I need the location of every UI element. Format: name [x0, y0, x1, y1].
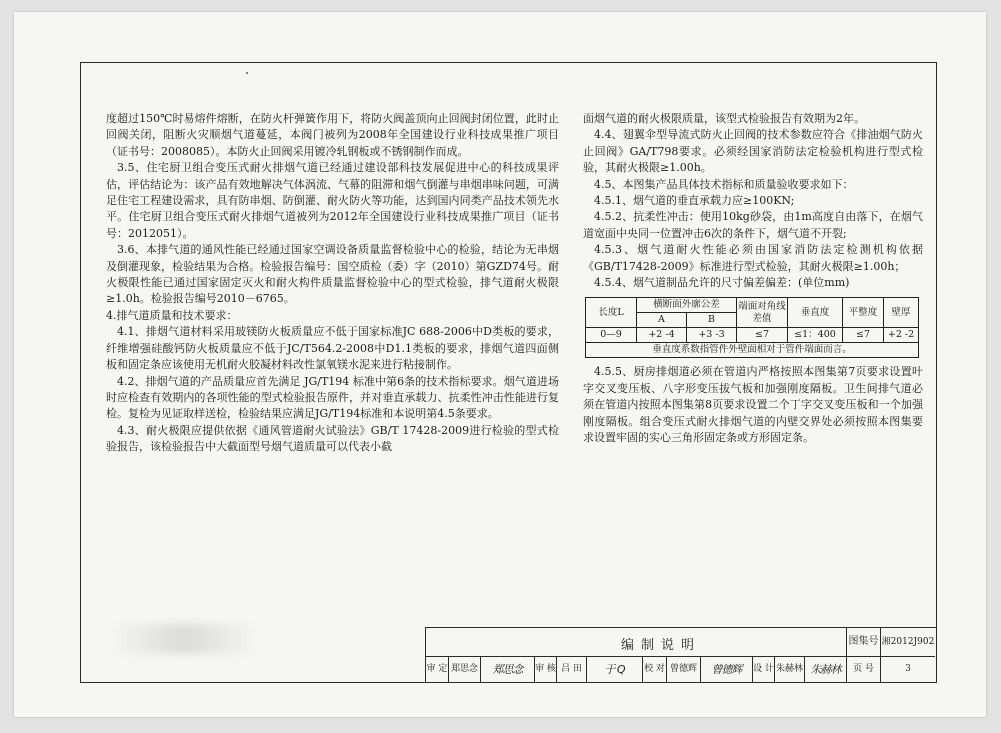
atlas-no-label: 图集号 — [846, 628, 880, 656]
right-text-column — [583, 111, 923, 447]
paragraph: 度超过150℃时易熔件熔断，在防火杆弹簧作用下，将防火阀盖顶向止回阀封闭位置，此时止回阀关闭，阻断火灾顺烟气道蔓延，本阀门被列为2008年全国建设行业科技成果推广项目（证书号：2008085）。本防火止回阀采用镀冷轧钢板或不锈钢制作而成。 — [106, 112, 559, 158]
tolerance-table — [585, 297, 919, 358]
paragraph: 4.5.4、烟气道制品允许的尺寸偏差偏差：(单位mm) — [594, 276, 850, 290]
paragraph: 3.6、本排气道的通风性能已经通过国家空调设备质量监督检验中心的检验，结论为无串烟及倒灌现象，检验结果为合格。检验报告编号：国空质检（委）字（2010）第GZD74号。耐火极限性能已通过国家固定灭火和耐火构件质量监督检验中心的型式检验，排气道耐火极限≥1.0h。检验报告编号2010－6765。 — [106, 243, 559, 306]
design-label: 设 计 — [752, 657, 774, 682]
table-note: 垂直度系数指管件外壁面相对于管件端面而言。 — [586, 343, 919, 358]
right-text-bottom — [583, 364, 923, 446]
td-wall: +2 -2 — [884, 328, 919, 343]
td-flatness: ≤7 — [843, 328, 884, 343]
paragraph: 4.1、排烟气道材料采用玻镁防火板质量应不低于国家标准JC 688-2006中D类板的要求，纤维增强硅酸钙防火板质量应不低于JC/T564.2-2008中D1.1类板的要求，排烟气道四面侧板和固定条应该使用无机耐火胶凝材料改性氯氧镁水泥来进行粘接制作。 — [106, 325, 559, 372]
th-length: 长度L — [586, 298, 637, 328]
th-flatness: 平整度 — [843, 298, 884, 328]
title-block-title: 编制说明 — [620, 638, 701, 653]
td-b: +3 -3 — [686, 328, 736, 343]
paragraph: 4.排气道质量和技术要求： — [106, 308, 238, 322]
th-diagonal: 端面对角线差值 — [737, 298, 788, 328]
left-text-column — [106, 111, 559, 456]
td-diagonal: ≤7 — [737, 328, 788, 343]
proof-label: 校 对 — [642, 657, 666, 682]
drawing-frame — [80, 62, 937, 683]
th-verticality: 垂直度 — [788, 298, 843, 328]
paragraph: 4.5.1、烟气道的垂直承载力应≥100KN; — [594, 194, 795, 208]
review-label: 审 定 — [426, 664, 448, 674]
review-name: 郑思念 — [448, 657, 480, 682]
paragraph: 4.5.3、烟气道耐火性能必须由国家消防法定检测机构依据《GB/T17428-2009》标准进行型式检验，其耐火极限≥1.00h； — [583, 243, 923, 273]
paragraph: 4.5.5、厨房排烟道必须在管道内严格按照本图集第7页要求设置叶字交叉变压板、八字形变压拔气板和加强刚度隔板。卫生间排气道必须在管道内按照本图集第8页要求设置二个丁字交叉变压板和一个加强刚度隔板。组合变压式耐火排烟气道的内壁交界处必须按照本图集要求设置牢固的实心三角形固定条或方形固定条。 — [583, 365, 923, 445]
paragraph: 面烟气道的耐火极限质量，该型式检验报告有效期为2年。 — [583, 112, 865, 125]
design-signature: 朱赫林 — [804, 657, 846, 682]
proof-signature: 曾德辉 — [700, 657, 752, 682]
page-label: 页 号 — [846, 657, 880, 682]
paragraph: 3.5、住宅厨卫组合变压式耐火排烟气道已经通过建设部科技发展促进中心的科技成果评估，评估结论为：该产品有效地解决气体涡流、气幕的阻滞和烟气倒灌与串烟串味问题，可满足住宅工程建设需求，具有防串烟、防倒灌、耐火防火等功能，达到国内同类产品技术领先水平。住宅厨卫组合变压式耐火排烟气道被列为2012年全国建设行业科技成果推广项目（证书号：2012051）。 — [106, 161, 559, 240]
td-verticality: ≤1：400 — [788, 328, 843, 343]
td-length: 0—9 — [586, 328, 637, 343]
paragraph: 4.2、排烟气道的产品质量应首先满足 JG/T194 标准中第6条的技术指标要求。烟气道进场时应检查有效期内的各项性能的型式检验报告原件，并对垂直承载力、抗柔性冲击性能进行复检。复检为见证取样送检，检验结果应满足JG/T194标准和本说明第4.5条要求。 — [106, 374, 559, 421]
check-name: 吕 田 — [556, 657, 586, 682]
th-outer: 横断面外廓公差 — [637, 298, 737, 313]
review-signature: 郑思念 — [480, 657, 534, 682]
th-wall: 壁厚 — [884, 298, 919, 328]
check-label: 审 核 — [534, 657, 556, 682]
document-page — [14, 12, 986, 717]
proof-name: 曾德辉 — [666, 657, 700, 682]
td-a: +2 -4 — [637, 328, 687, 343]
paragraph: 4.5.2、抗柔性冲击：使用10kg砂袋，由1m高度自由落下，在烟气道宽面中央同一位置冲击6次的条件下，烟气道不开裂; — [583, 210, 923, 240]
design-name: 朱赫林 — [774, 657, 804, 682]
right-text-top — [583, 111, 923, 291]
paragraph: 4.4、翅翼伞型导流式防火止回阀的技术参数应符合《排油烟气防火止回阀》GA/T798要求。必须经国家消防法定检验机构进行型式检验，其耐火极限≥1.00h。 — [583, 128, 923, 175]
paragraph: 4.3、耐火极限应提供依据《通风管道耐火试验法》GB/T 17428-2009进行检验的型式检验报告，该检验报告中大截面型号烟气道质量可以代表小截 — [106, 423, 559, 454]
check-signature: 于 Q — [586, 657, 642, 682]
paragraph: 4.5、本图集产品具体技术指标和质量验收要求如下： — [594, 177, 854, 191]
title-block — [425, 627, 936, 683]
page-number: 3 — [880, 657, 935, 682]
th-a: A — [637, 313, 687, 328]
th-b: B — [686, 313, 736, 328]
atlas-no: 湘2012J902 — [880, 628, 935, 656]
